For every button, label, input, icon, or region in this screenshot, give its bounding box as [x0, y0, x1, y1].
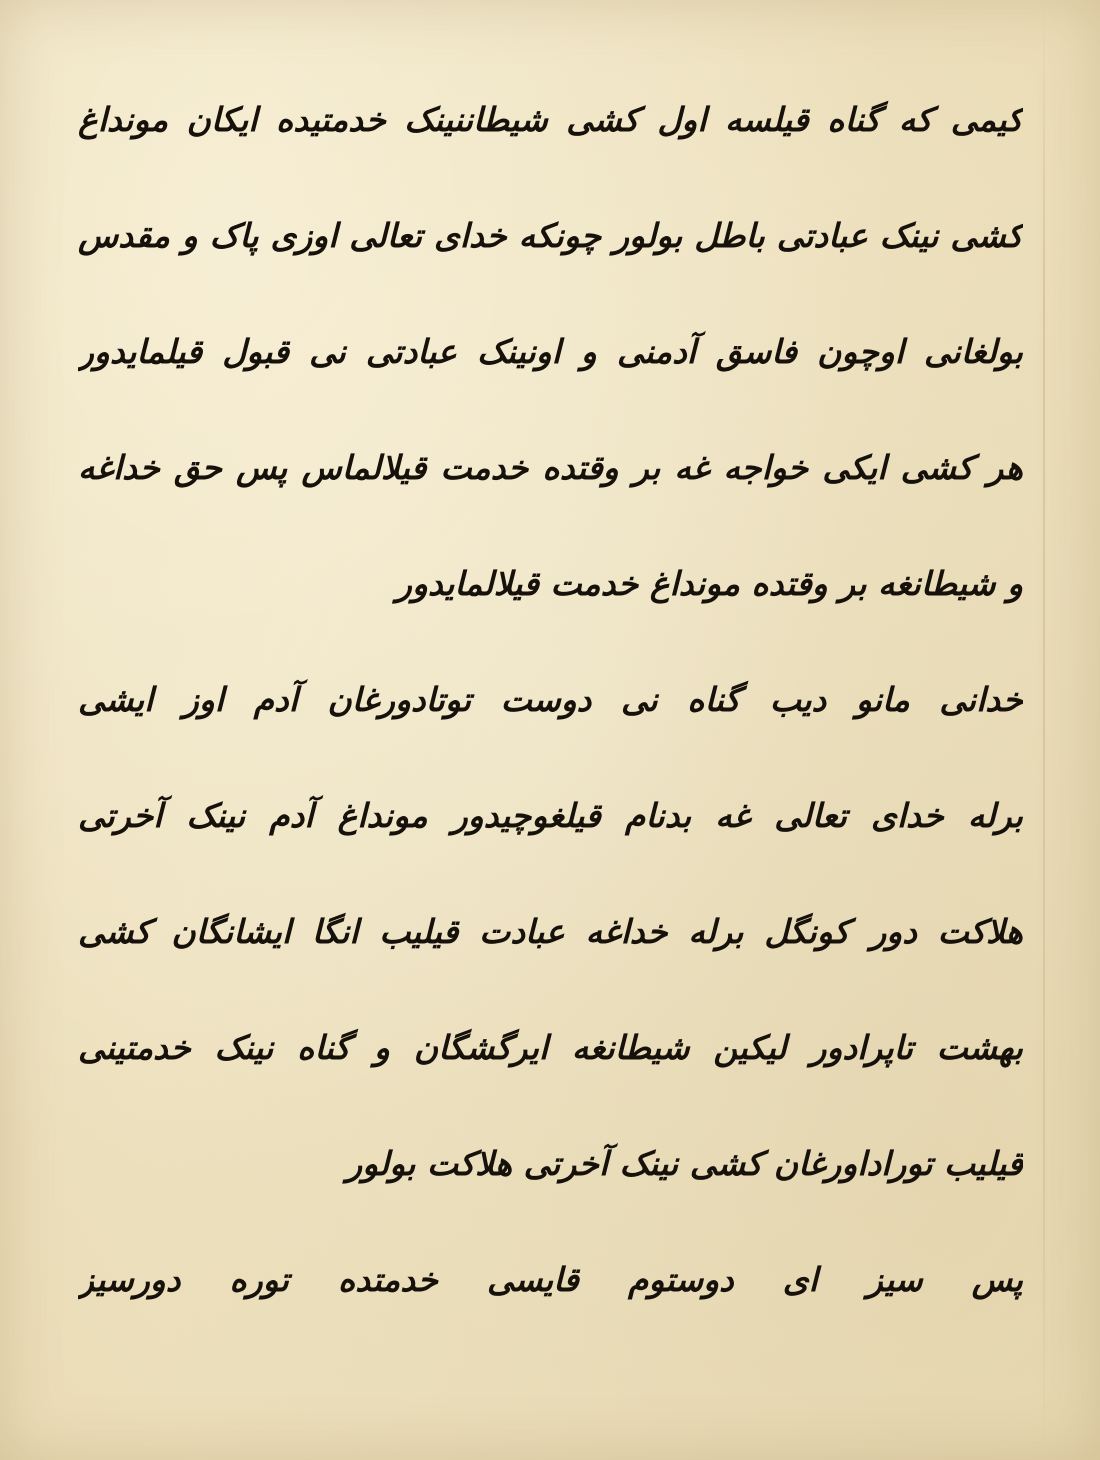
handwritten-text-block	[78, 62, 1023, 1338]
paper-fold-line	[1043, 0, 1045, 1460]
text-line-8: هلاکت دور کونگل برله خداغه عبادت قیلیب انگا ایشانگان کشی	[78, 912, 1023, 951]
text-line-11: پس سیز ای دوستوم قایسی خدمتده توره دورسیز	[78, 1260, 1023, 1299]
text-line-6: خدانی مانو دیب گناه نی دوست توتادورغان آدم اوز ایشی	[78, 680, 1023, 719]
text-line-2: کشی نینک عبادتی باطل بولور چونکه خدای تعالی اوزی پاک و مقدس	[78, 216, 1023, 255]
text-line-10: قیلیب توراداورغان کشی نینک آخرتی هلاکت بولور	[346, 1144, 1023, 1183]
text-line-3: بولغانی اوچون فاسق آدمنی و اونینک عبادتی نی قبول قیلمایدور	[78, 332, 1023, 371]
text-line-1: کیمی که گناه قیلسه اول کشی شیطاننینک خدمتیده ایکان مونداغ	[78, 100, 1023, 139]
text-line-4: هر کشی ایکی خواجه غه بر وقتده خدمت قیلالماس پس حق خداغه	[78, 448, 1023, 487]
text-line-9: بهشت تاپرادور لیکین شیطانغه ایرگشگان و گناه نینک خدمتینی	[78, 1028, 1023, 1067]
text-line-5: و شیطانغه بر وقتده مونداغ خدمت قیلالمایدور	[396, 564, 1023, 603]
text-line-7: برله خدای تعالی غه بدنام قیلغوچیدور مونداغ آدم نینک آخرتی	[78, 796, 1023, 835]
